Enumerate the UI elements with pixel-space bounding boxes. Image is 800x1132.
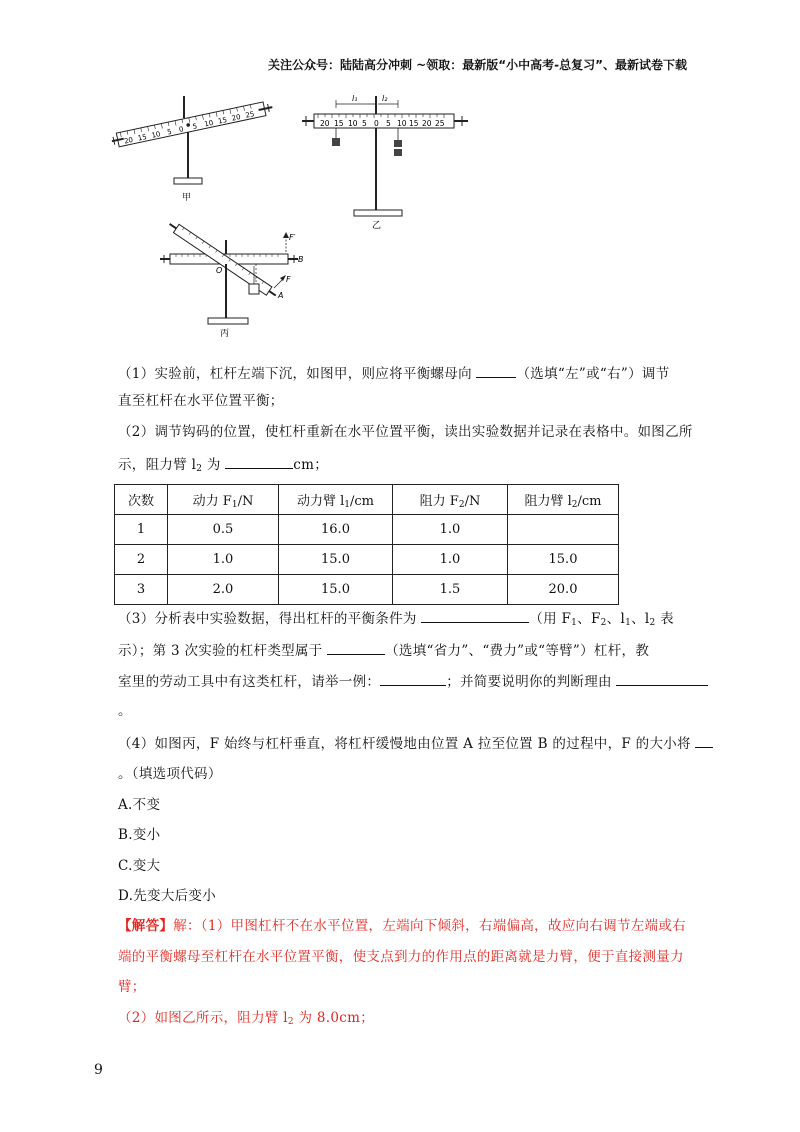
q3-condition-blank[interactable] — [421, 608, 529, 623]
yi-scale-6: 10 — [397, 119, 407, 128]
bing-O-label: O — [216, 266, 223, 275]
q1-answer-blank[interactable] — [476, 363, 516, 378]
q4-option-c: C.变大 — [118, 858, 161, 874]
table-cell: 1.0 — [393, 545, 508, 575]
q1-text-a: （1）实验前，杠杆左端下沉，如图甲，则应将平衡螺母向 — [118, 366, 477, 382]
jia-scale-3: 5 — [166, 127, 173, 137]
q3-line-4: 。 — [118, 703, 132, 719]
bing-A-label: A — [278, 291, 284, 300]
table-cell: 0.5 — [168, 515, 279, 545]
table-cell: 15.0 — [279, 545, 393, 575]
q2-sub: 2 — [196, 464, 203, 474]
q2-text-b: 为 — [202, 457, 226, 473]
yi-scale-8: 20 — [422, 119, 432, 128]
answer-tag: 【解答】 — [118, 918, 174, 934]
answer-line-1: 【解答】解：（1）甲图杠杆不在水平位置，左端向下倾斜，右端偏高，故应向右调节左端或右 — [118, 918, 686, 934]
table-cell: 1.0 — [393, 515, 508, 545]
q3-text-a: （3）分析表中实验数据，得出杠杆的平衡条件为 — [118, 611, 422, 627]
q3-line-2: 示）；第 3 次实验的杠杆类型属于 （选填“省力”、“费力”或“等臂”）杠杆，教 — [118, 640, 649, 660]
jia-scale-0: 20 — [123, 135, 134, 146]
jia-scale-9: 25 — [244, 110, 256, 120]
q3-type-blank[interactable] — [327, 640, 385, 655]
data-table — [114, 484, 619, 605]
q2-answer-blank[interactable] — [225, 454, 293, 469]
table-row — [115, 545, 619, 575]
q1-line-1 — [118, 363, 670, 383]
jia-scale-5: 5 — [191, 122, 198, 131]
q4-option-d: D.先变大后变小 — [118, 888, 217, 904]
figure-bing — [158, 222, 308, 342]
answer-line-2: 端的平衡螺母至杠杆在水平位置平衡，使支点到力的作用点的距离就是力臂，便于直接测量力 — [118, 949, 684, 965]
q3-line-1: （3）分析表中实验数据，得出杠杆的平衡条件为 （用 $F_1$、$F_2$、$l_1$、$l_2$ 表 — [118, 608, 674, 632]
table-cell: 1 — [115, 515, 168, 545]
page-header: 关注公众号：陆陆高分冲刺 ~领取：最新版“小中高考-总复习”、最新试卷下载 — [268, 58, 687, 72]
table-row — [115, 515, 619, 545]
q2-line-2 — [118, 454, 328, 478]
table-header-cell: 动力臂 $l_1/cm$ — [279, 485, 393, 515]
table-cell: 2 — [115, 545, 168, 575]
answer-line-4: （2）如图乙所示，阻力臂 $l_2$ 为 8.0cm； — [118, 1010, 375, 1027]
jia-scale-8: 20 — [231, 112, 242, 123]
bing-caption: 丙 — [220, 329, 230, 339]
q3-example-blank[interactable] — [380, 671, 446, 686]
q4-answer-blank[interactable] — [695, 733, 713, 748]
yi-scale-3: 5 — [362, 119, 367, 128]
table-cell: 15.0 — [508, 545, 619, 575]
table-header-cell: 阻力臂 $l_2/cm$ — [508, 485, 619, 515]
figure-yi-drawing — [296, 88, 476, 230]
q3-line-3: 室里的劳动工具中有这类杠杆，请举一例： ；并简要说明你的判断理由 — [118, 671, 708, 691]
table-cell: 2.0 — [168, 575, 279, 605]
yi-scale-4: 0 — [374, 119, 379, 128]
yi-scale-7: 15 — [409, 119, 419, 128]
table-cell — [508, 515, 619, 545]
jia-scale-1: 15 — [137, 132, 148, 143]
table-cell: 16.0 — [279, 515, 393, 545]
q3-reason-blank[interactable] — [616, 671, 708, 686]
q4-line-2: 。（填选项代码） — [118, 766, 222, 782]
table-header-row — [115, 485, 619, 515]
bing-B-label: B — [298, 255, 304, 264]
q2-line-1: （2）调节钩码的位置，使杠杆重新在水平位置平衡，读出实验数据并记录在表格中。如图乙所 — [118, 424, 693, 440]
q4-option-b: B.变小 — [118, 827, 161, 843]
answer-line-3: 臂； — [118, 979, 146, 995]
bing-F-label: F — [286, 275, 291, 284]
yi-l1-label: l₁ — [352, 94, 358, 103]
q2-text-a: 示，阻力臂 l — [118, 457, 197, 473]
table-cell: 15.0 — [279, 575, 393, 605]
table-cell: 1.0 — [168, 545, 279, 575]
q4-option-a: A.不变 — [118, 797, 161, 813]
table-header-cell: 阻力 $F_2/N$ — [393, 485, 508, 515]
q1-line-2: 直至杠杆在水平位置平衡； — [118, 393, 284, 409]
jia-scale-6: 10 — [203, 118, 215, 129]
q1-text-b: （选填“左”或“右”）调节 — [516, 366, 670, 382]
yi-scale-0: 20 — [320, 119, 330, 128]
table-header-cell: 次数 — [115, 485, 168, 515]
page-number: 9 — [94, 1062, 103, 1078]
table-header-cell: 动力 $F_1/N$ — [168, 485, 279, 515]
yi-scale-9: 25 — [435, 119, 445, 128]
figure-yi — [296, 88, 476, 230]
figure-bing-drawing — [158, 222, 308, 342]
jia-caption: 甲 — [182, 193, 192, 203]
q4-line-1: （4）如图丙，F 始终与杠杆垂直，将杠杆缓慢地由位置 A 拉至位置 B 的过程中，F 的大小将 — [118, 733, 713, 753]
jia-scale-2: 10 — [150, 130, 162, 140]
q2-text-c: cm； — [293, 457, 328, 473]
table-cell: 1.5 — [393, 575, 508, 605]
table-cell: 20.0 — [508, 575, 619, 605]
table-row — [115, 575, 619, 605]
jia-scale-7: 15 — [217, 115, 228, 126]
yi-l2-label: l₂ — [382, 94, 388, 103]
bing-F-prime-label: F′ — [289, 233, 296, 242]
yi-scale-2: 10 — [348, 119, 358, 128]
figure-jia — [108, 88, 288, 208]
figure-jia-drawing — [108, 88, 288, 208]
yi-scale-1: 15 — [334, 119, 344, 128]
table-cell: 3 — [115, 575, 168, 605]
yi-caption: 乙 — [372, 221, 382, 230]
yi-scale-5: 5 — [386, 119, 391, 128]
jia-scale-4: 0 — [178, 125, 185, 134]
